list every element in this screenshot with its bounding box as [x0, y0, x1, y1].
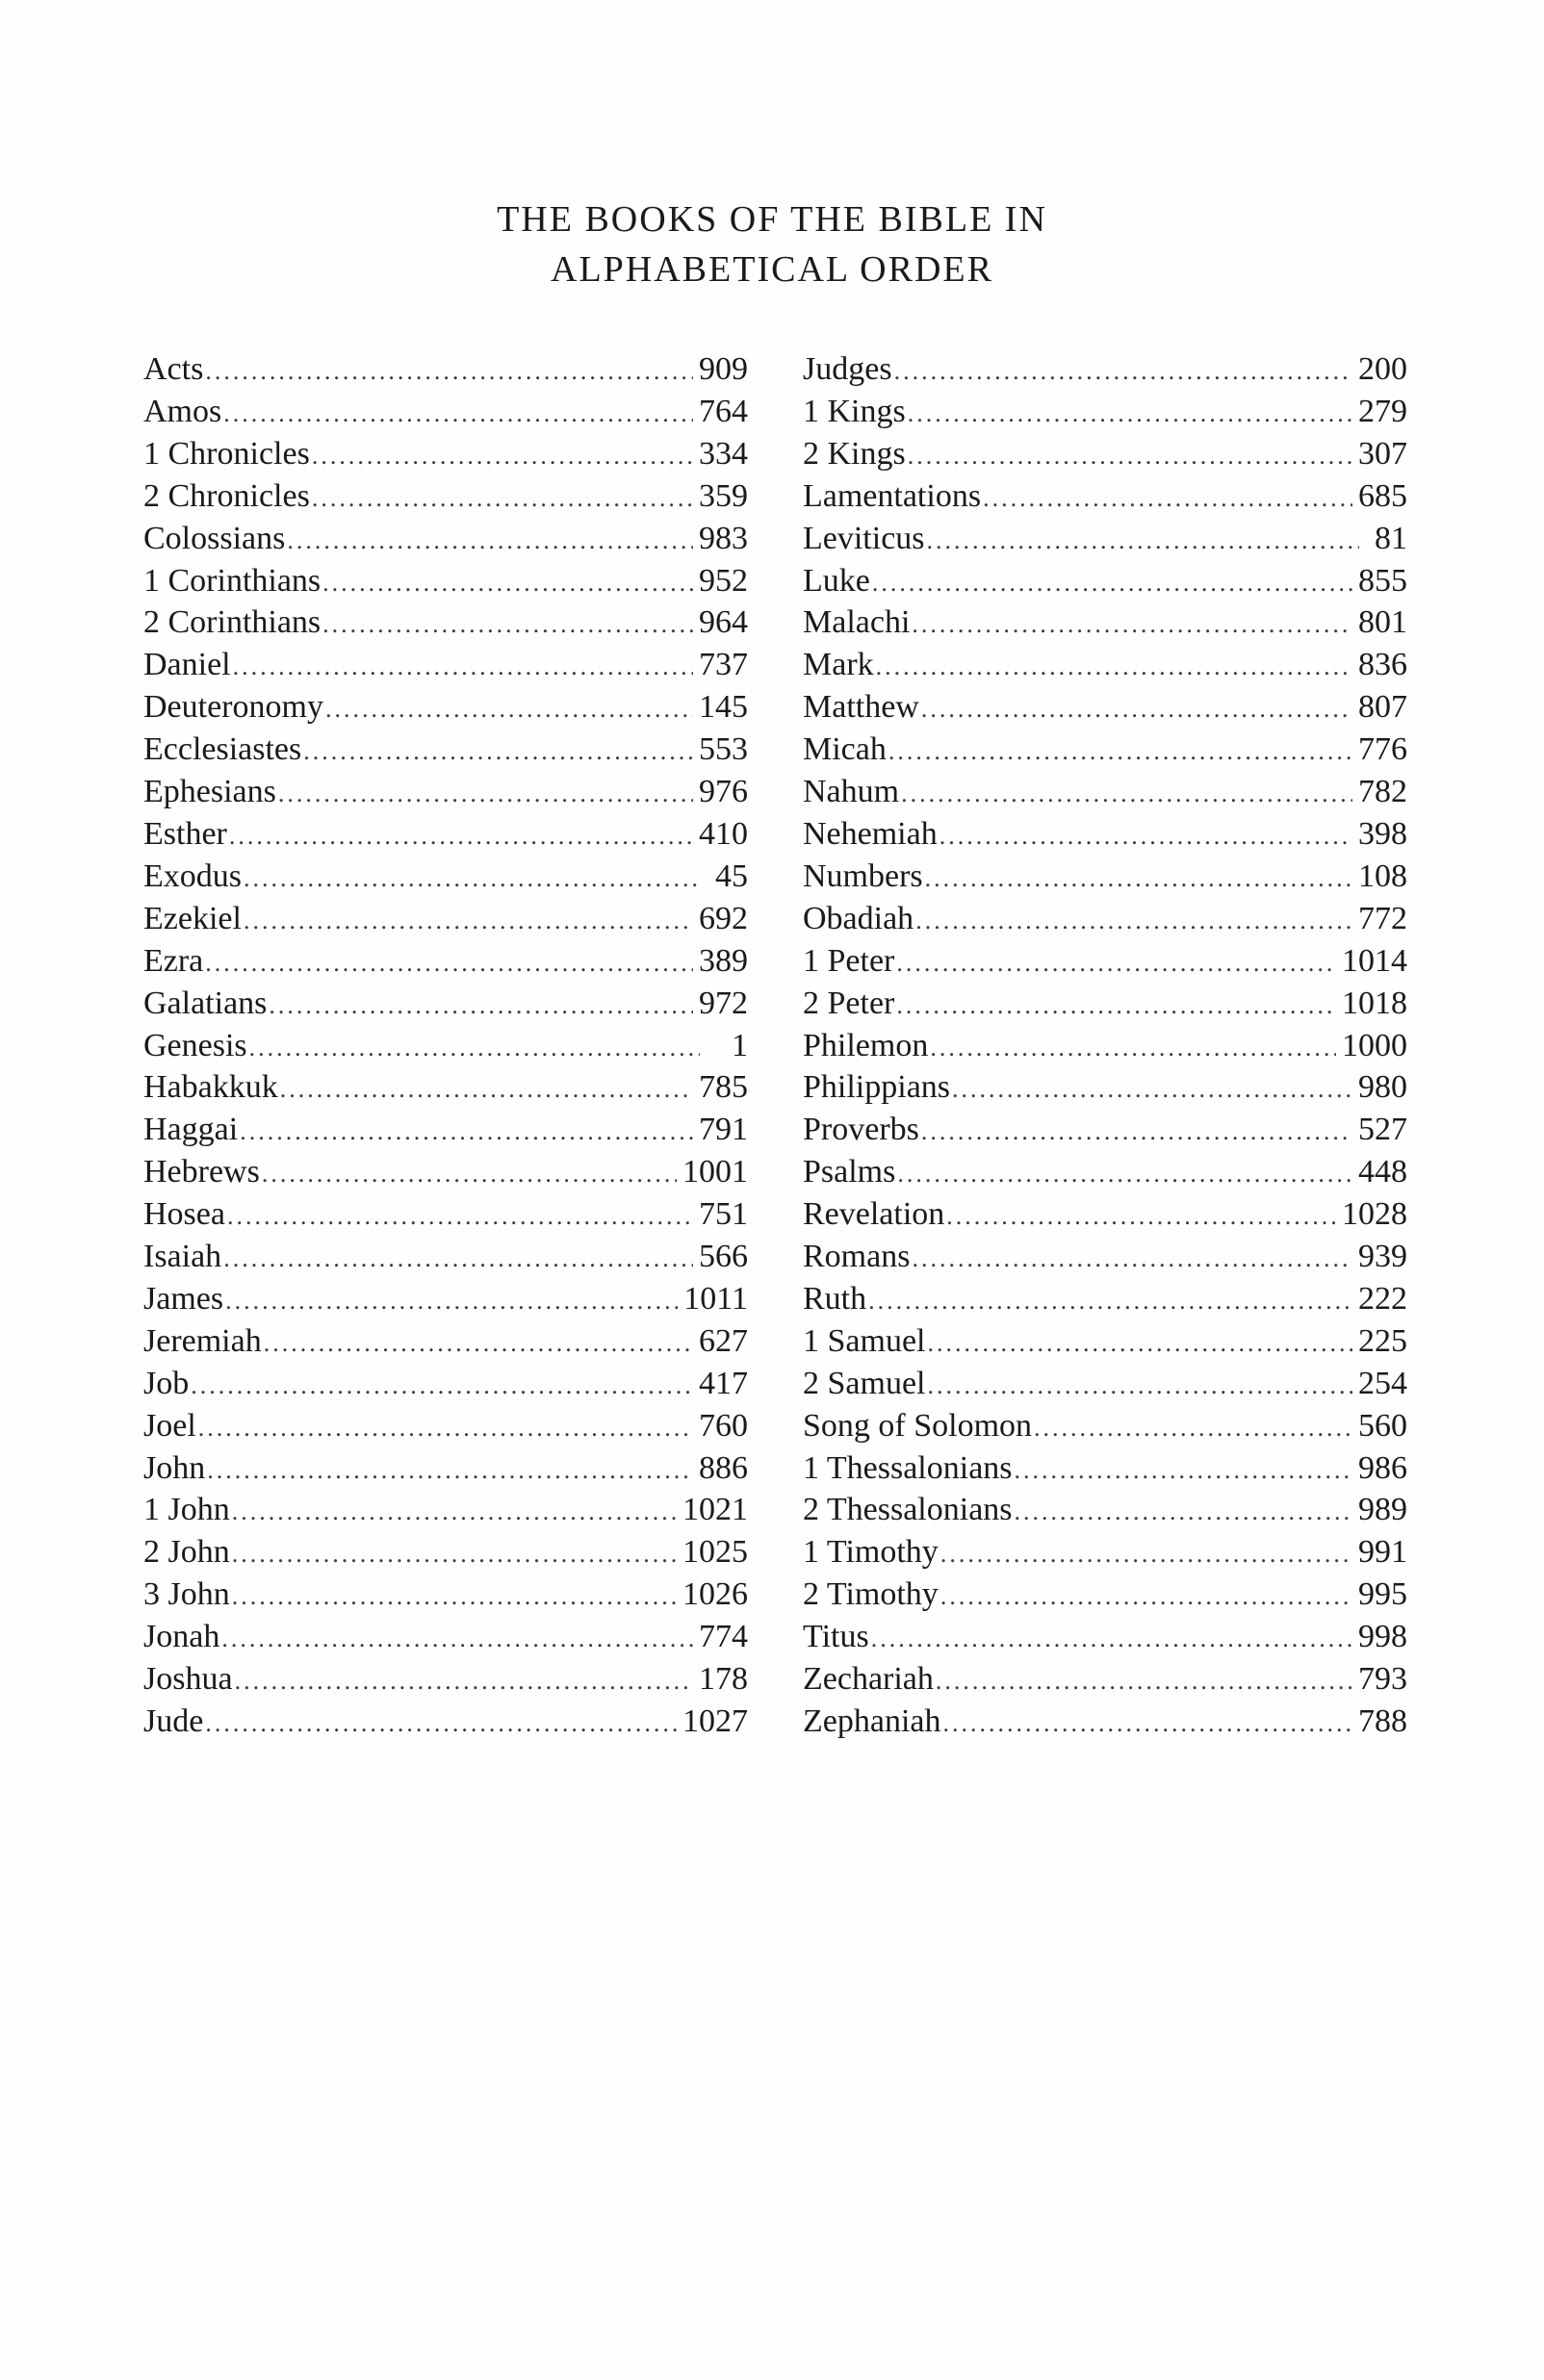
- index-entry: [143, 1701, 748, 1743]
- book-name: James: [143, 1280, 224, 1317]
- page-number: 685: [1358, 477, 1407, 514]
- book-name: Ruth: [803, 1280, 867, 1317]
- dot-leader: [303, 730, 693, 773]
- index-entry: [143, 1616, 748, 1658]
- page-number: 782: [1358, 774, 1407, 810]
- book-name: 2 Peter: [803, 985, 895, 1021]
- book-name: Deuteronomy: [143, 689, 323, 726]
- dot-leader: [927, 1365, 1352, 1407]
- page-number: 417: [699, 1365, 748, 1401]
- book-name: 1 Chronicles: [143, 435, 310, 472]
- index-entry: [803, 940, 1407, 983]
- index-entry: [803, 686, 1407, 729]
- dot-leader: [1015, 1491, 1352, 1533]
- dot-leader: [936, 1660, 1352, 1702]
- page-number: 788: [1358, 1703, 1407, 1739]
- book-name: Habakkuk: [143, 1069, 278, 1106]
- index-entry: [143, 1658, 748, 1701]
- dot-leader: [921, 1111, 1352, 1153]
- dot-leader: [322, 562, 693, 604]
- dot-leader: [1015, 1449, 1352, 1492]
- index-entry: [143, 1151, 748, 1193]
- dot-leader: [927, 1322, 1352, 1365]
- page-number: 81: [1375, 520, 1407, 556]
- page-number: 1000: [1342, 1027, 1407, 1063]
- page-number: 776: [1358, 731, 1407, 768]
- page-number: 793: [1358, 1661, 1407, 1698]
- page-number: 334: [699, 435, 748, 472]
- index-entry: [803, 1151, 1407, 1193]
- dot-leader: [868, 1280, 1352, 1322]
- index-entry: [803, 856, 1407, 898]
- index-entry: [803, 348, 1407, 391]
- book-name: 2 Kings: [803, 435, 906, 472]
- book-name: Malachi: [803, 604, 911, 641]
- book-name: Zechariah: [803, 1661, 934, 1698]
- book-name: Exodus: [143, 857, 242, 894]
- index-entry: [143, 1066, 748, 1109]
- page-number: 359: [699, 477, 748, 514]
- index-entry: [143, 475, 748, 518]
- dot-leader: [205, 1702, 677, 1745]
- book-name: Joel: [143, 1407, 196, 1444]
- page-number: 807: [1358, 689, 1407, 726]
- book-name: 2 Chronicles: [143, 477, 310, 514]
- page-number: 254: [1358, 1365, 1407, 1401]
- page-number: 627: [699, 1322, 748, 1359]
- book-name: Isaiah: [143, 1239, 222, 1275]
- dot-leader: [894, 350, 1352, 393]
- page-number: 1018: [1342, 985, 1407, 1021]
- dot-leader: [235, 1660, 693, 1702]
- index-entry: [803, 1489, 1407, 1531]
- index-entry: [803, 1109, 1407, 1151]
- book-name: Mark: [803, 647, 874, 683]
- page-number: 560: [1358, 1407, 1407, 1444]
- dot-leader: [876, 646, 1352, 688]
- page-number: 200: [1358, 351, 1407, 387]
- book-name: 2 Samuel: [803, 1365, 926, 1401]
- dot-leader: [278, 773, 693, 815]
- page-title-line-2: ALPHABETICAL ORDER: [551, 249, 993, 290]
- dot-leader: [921, 688, 1352, 730]
- book-name: Job: [143, 1365, 190, 1401]
- book-name: 2 Timothy: [803, 1576, 939, 1613]
- page-number: 983: [699, 520, 748, 556]
- book-name: 2 John: [143, 1534, 230, 1571]
- book-name: 1 Timothy: [803, 1534, 939, 1571]
- book-name: Amos: [143, 393, 222, 429]
- book-name: Nahum: [803, 774, 900, 810]
- index-entry: [143, 1405, 748, 1447]
- dot-leader: [312, 477, 693, 520]
- page-number: 886: [699, 1449, 748, 1486]
- dot-leader: [897, 1153, 1352, 1195]
- dot-leader: [983, 477, 1352, 520]
- book-name: Lamentations: [803, 477, 982, 514]
- book-name: Judges: [803, 351, 892, 387]
- index-entry: [803, 1320, 1407, 1363]
- book-name: Jeremiah: [143, 1322, 262, 1359]
- index-entry: [143, 1320, 748, 1363]
- page-number: 1001: [682, 1154, 748, 1190]
- page-number: 398: [1358, 815, 1407, 852]
- book-name: Numbers: [803, 857, 923, 894]
- dot-leader: [939, 815, 1352, 857]
- book-name: Obadiah: [803, 900, 914, 936]
- dot-leader: [207, 1449, 693, 1492]
- book-name: Ecclesiastes: [143, 731, 302, 768]
- index-entry: [143, 1447, 748, 1490]
- page-number: 785: [699, 1069, 748, 1106]
- page-number: 410: [699, 815, 748, 852]
- dot-leader: [940, 1575, 1352, 1618]
- page-title-line-1: THE BOOKS OF THE BIBLE IN: [497, 199, 1047, 240]
- dot-leader: [232, 1575, 677, 1618]
- index-entry: [143, 560, 748, 602]
- index-entry: [803, 1531, 1407, 1574]
- index-entry: [143, 1278, 748, 1320]
- index-entry: [803, 1278, 1407, 1320]
- book-name: Revelation: [803, 1196, 945, 1233]
- book-name: Ezra: [143, 942, 204, 979]
- page-number: 855: [1358, 562, 1407, 599]
- dot-leader: [223, 393, 693, 435]
- book-name: 1 Peter: [803, 942, 895, 979]
- dot-leader: [225, 1280, 678, 1322]
- page-number: 751: [699, 1196, 748, 1233]
- dot-leader: [229, 815, 693, 857]
- book-name: Ephesians: [143, 774, 276, 810]
- page-number: 737: [699, 647, 748, 683]
- dot-leader: [198, 1407, 693, 1449]
- book-name: Hebrews: [143, 1154, 260, 1190]
- dot-leader: [233, 646, 693, 688]
- index-entry: [803, 983, 1407, 1025]
- book-name: Acts: [143, 351, 204, 387]
- page-number: 448: [1358, 1154, 1407, 1190]
- page-number: 909: [699, 351, 748, 387]
- right-column-list: [803, 348, 1407, 1743]
- dot-leader: [927, 520, 1359, 562]
- index-entry: [803, 433, 1407, 475]
- index-entry: [143, 898, 748, 940]
- index-entry: [803, 644, 1407, 686]
- index-entry: [803, 1658, 1407, 1701]
- dot-leader: [925, 857, 1352, 900]
- page-number: 45: [715, 857, 748, 894]
- page-number: 1028: [1342, 1196, 1407, 1233]
- index-entry: [803, 1066, 1407, 1109]
- book-name: Daniel: [143, 647, 231, 683]
- dot-leader: [915, 900, 1352, 942]
- index-entry: [803, 1405, 1407, 1447]
- dot-leader: [269, 985, 693, 1027]
- page-number: 225: [1358, 1322, 1407, 1359]
- index-entry: [143, 1574, 748, 1616]
- book-name: Jonah: [143, 1619, 220, 1655]
- index-entry: [143, 729, 748, 771]
- dot-leader: [232, 1533, 677, 1575]
- index-entry: [143, 856, 748, 898]
- book-name: Matthew: [803, 689, 919, 726]
- book-name: Colossians: [143, 520, 286, 556]
- index-entry: [803, 1025, 1407, 1067]
- book-name: Galatians: [143, 985, 268, 1021]
- dot-leader: [312, 435, 693, 477]
- page-number: 1021: [682, 1492, 748, 1528]
- dot-leader: [191, 1365, 693, 1407]
- dot-leader: [287, 520, 693, 562]
- book-name: 1 Samuel: [803, 1322, 926, 1359]
- page-number: 998: [1358, 1619, 1407, 1655]
- book-name: Esther: [143, 815, 227, 852]
- dot-leader: [872, 562, 1352, 604]
- index-entry: [143, 686, 748, 729]
- book-name: Song of Solomon: [803, 1407, 1033, 1444]
- book-name: Jude: [143, 1703, 204, 1739]
- page-number: 991: [1358, 1534, 1407, 1571]
- page-number: 389: [699, 942, 748, 979]
- index-entry: [143, 391, 748, 433]
- page-number: 939: [1358, 1239, 1407, 1275]
- book-name: Leviticus: [803, 520, 925, 556]
- index-entry: [803, 898, 1407, 940]
- book-name: Joshua: [143, 1661, 233, 1698]
- page-number: 836: [1358, 647, 1407, 683]
- page-number: 108: [1358, 857, 1407, 894]
- book-name: Genesis: [143, 1027, 247, 1063]
- index-entry: [143, 1489, 748, 1531]
- index-entry: [143, 518, 748, 560]
- dot-leader: [912, 1238, 1352, 1280]
- index-entry: [143, 771, 748, 813]
- book-name: Haggai: [143, 1112, 239, 1148]
- index-entry: [143, 433, 748, 475]
- index-entry: [143, 1531, 748, 1574]
- index-entry: [143, 1236, 748, 1278]
- dot-leader: [322, 603, 693, 646]
- page-number: 178: [699, 1661, 748, 1698]
- page-number: 1014: [1342, 942, 1407, 979]
- dot-leader: [221, 1618, 693, 1660]
- page-number: 764: [699, 393, 748, 429]
- index-entry: [803, 391, 1407, 433]
- book-name: Romans: [803, 1239, 911, 1275]
- dot-leader: [240, 1111, 693, 1153]
- dot-leader: [325, 688, 693, 730]
- index-entry: [143, 1363, 748, 1405]
- book-name: Titus: [803, 1619, 869, 1655]
- page-number: 801: [1358, 604, 1407, 641]
- book-name: 2 Thessalonians: [803, 1492, 1013, 1528]
- book-name: Zephaniah: [803, 1703, 941, 1739]
- dot-leader: [264, 1322, 693, 1365]
- index-entry: [143, 1109, 748, 1151]
- page-number: 772: [1358, 900, 1407, 936]
- index-entry: [803, 1363, 1407, 1405]
- book-name: Philippians: [803, 1069, 951, 1106]
- index-entry: [803, 1236, 1407, 1278]
- index-entry: [803, 729, 1407, 771]
- page-number: 972: [699, 985, 748, 1021]
- dot-leader: [888, 730, 1352, 773]
- dot-leader: [896, 985, 1336, 1027]
- page-number: 1026: [682, 1576, 748, 1613]
- dot-leader: [896, 942, 1336, 985]
- index-entry: [803, 518, 1407, 560]
- page-number: 1: [732, 1027, 748, 1063]
- book-name: Ezekiel: [143, 900, 242, 936]
- index-entry: [803, 771, 1407, 813]
- dot-leader: [952, 1068, 1352, 1111]
- page-number: 791: [699, 1112, 748, 1148]
- book-name: 1 John: [143, 1492, 230, 1528]
- book-name: 1 Kings: [803, 393, 906, 429]
- page-number: 222: [1358, 1280, 1407, 1317]
- index-entry: [143, 940, 748, 983]
- dot-leader: [908, 393, 1352, 435]
- book-name: 2 Corinthians: [143, 604, 322, 641]
- dot-leader: [901, 773, 1352, 815]
- book-name: John: [143, 1449, 206, 1486]
- dot-leader: [227, 1195, 693, 1238]
- index-entry: [803, 1616, 1407, 1658]
- index-entry: [143, 348, 748, 391]
- index-entry: [803, 475, 1407, 518]
- page-number: 307: [1358, 435, 1407, 472]
- dot-leader: [280, 1068, 693, 1111]
- index-entry: [803, 1447, 1407, 1490]
- index-entry: [803, 813, 1407, 856]
- page-number: 774: [699, 1619, 748, 1655]
- dot-leader: [262, 1153, 677, 1195]
- book-name: 1 Corinthians: [143, 562, 322, 599]
- index-entry: [803, 1574, 1407, 1616]
- page-number: 995: [1358, 1576, 1407, 1613]
- dot-leader: [930, 1027, 1336, 1069]
- index-entry: [143, 983, 748, 1025]
- book-name: Micah: [803, 731, 887, 768]
- index-entry: [803, 560, 1407, 602]
- book-name: 3 John: [143, 1576, 230, 1613]
- book-name: 1 Thessalonians: [803, 1449, 1013, 1486]
- book-name: Proverbs: [803, 1112, 919, 1148]
- book-name: Hosea: [143, 1196, 225, 1233]
- dot-leader: [244, 857, 700, 900]
- page-number: 976: [699, 774, 748, 810]
- book-name: Psalms: [803, 1154, 896, 1190]
- dot-leader: [912, 603, 1352, 646]
- dot-leader: [223, 1238, 693, 1280]
- dot-leader: [244, 900, 693, 942]
- dot-leader: [940, 1533, 1352, 1575]
- page-number: 692: [699, 900, 748, 936]
- page-number: 980: [1358, 1069, 1407, 1106]
- book-name: Luke: [803, 562, 870, 599]
- book-name: Nehemiah: [803, 815, 938, 852]
- left-column-list: [143, 348, 748, 1743]
- index-entry: [803, 1193, 1407, 1236]
- page-number: 1027: [682, 1703, 748, 1739]
- page-number: 279: [1358, 393, 1407, 429]
- dot-leader: [232, 1491, 677, 1533]
- dot-leader: [946, 1195, 1336, 1238]
- index-entry: [143, 644, 748, 686]
- index-entry: [143, 1025, 748, 1067]
- index-entry: [803, 601, 1407, 644]
- page-number: 989: [1358, 1492, 1407, 1528]
- index-entry: [143, 813, 748, 856]
- dot-leader: [205, 350, 693, 393]
- dot-leader: [871, 1618, 1352, 1660]
- page-number: 527: [1358, 1112, 1407, 1148]
- dot-leader: [908, 435, 1352, 477]
- page-number: 760: [699, 1407, 748, 1444]
- page-number: 145: [699, 689, 748, 726]
- dot-leader: [1034, 1407, 1352, 1449]
- page-number: 986: [1358, 1449, 1407, 1486]
- page-number: 1025: [682, 1534, 748, 1571]
- index-entry: [803, 1701, 1407, 1743]
- page-number: 566: [699, 1239, 748, 1275]
- page-number: 1011: [683, 1280, 748, 1317]
- book-name: Philemon: [803, 1027, 929, 1063]
- page-number: 952: [699, 562, 748, 599]
- page-number: 553: [699, 731, 748, 768]
- dot-leader: [205, 942, 693, 985]
- dot-leader: [943, 1702, 1353, 1745]
- dot-leader: [249, 1027, 700, 1069]
- index-entry: [143, 1193, 748, 1236]
- page-number: 964: [699, 604, 748, 641]
- index-entry: [143, 601, 748, 644]
